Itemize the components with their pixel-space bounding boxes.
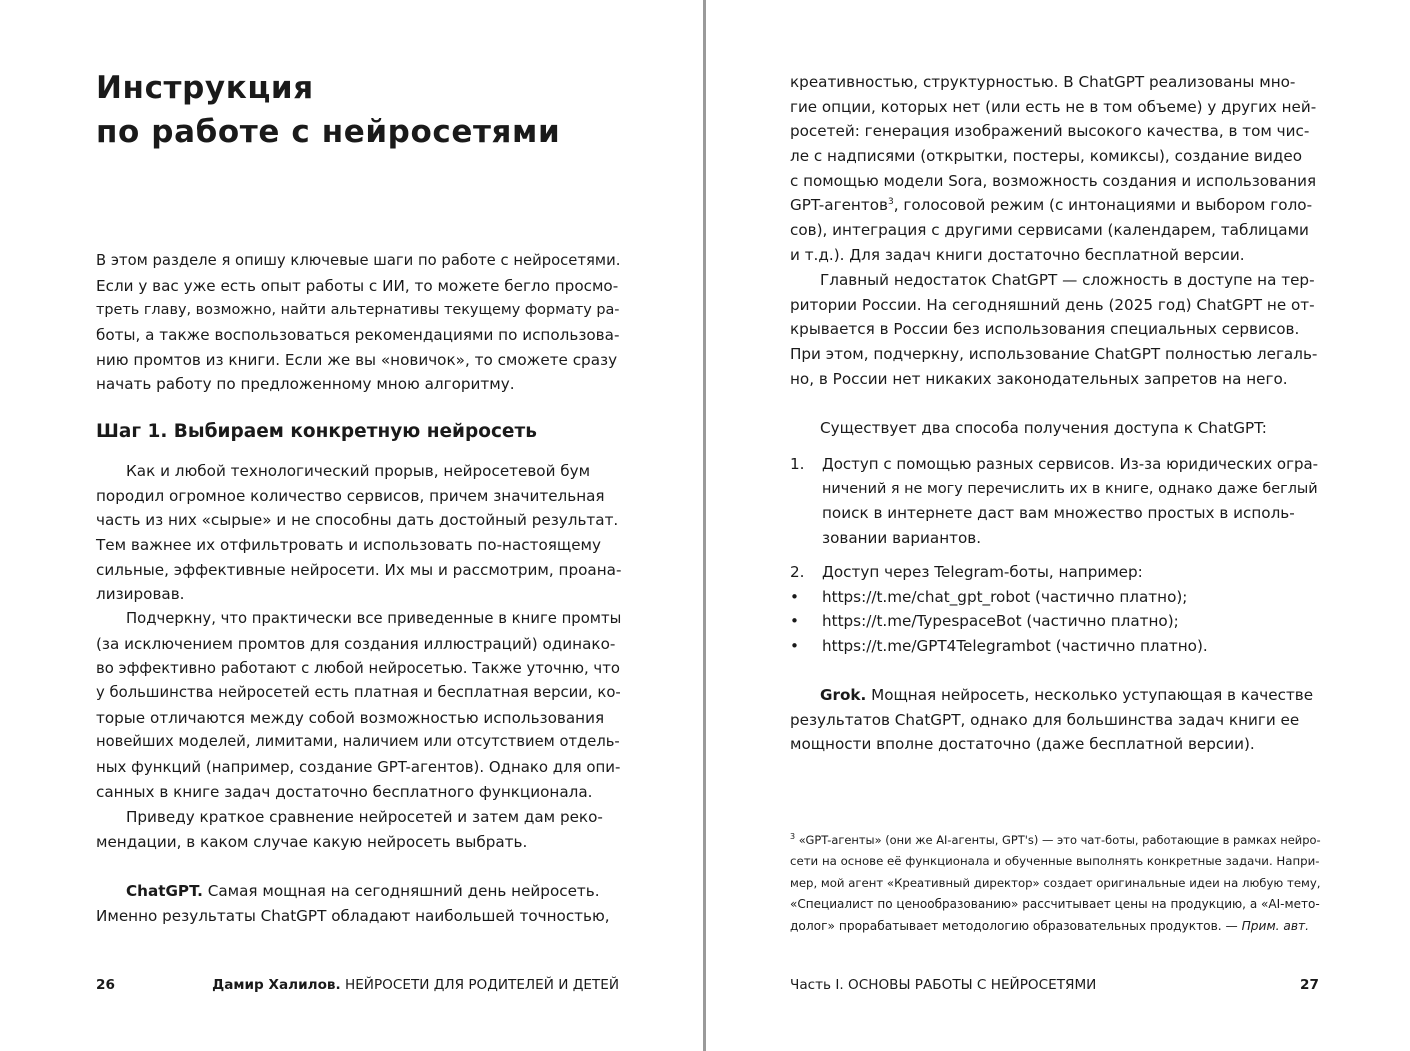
text-line: (за исключением промтов для создания иллюстраций) одинако- [96, 634, 616, 653]
footer-part: Часть I. [790, 977, 844, 993]
text-line: Главный недостаток ChatGPT — сложность в доступе на тер- [820, 271, 1315, 289]
left-page [0, 0, 703, 1051]
text-line: начать работу по предложенному мною алгоритму. [96, 375, 515, 394]
bot-link: https://t.me/GPT4Telegrambot (частично платно). [822, 637, 1208, 656]
text-line: мощности вполне достаточно (даже бесплатной версии). [790, 735, 1255, 754]
text-line: Подчеркну, что практически все приведенные в книге промты [126, 610, 622, 627]
paragraph-chatgpt [96, 879, 620, 928]
text-run: «GPT-агенты» (они же AI-агенты, GPT's) — это чат-боты, работающие в рамках нейро- [795, 833, 1321, 847]
text-line: В этом разделе я опишу ключевые шаги по работе с нейросетями. [96, 252, 621, 269]
text-line: «Специалист по ценообразованию» рассчитывает цены на продукцию, а «AI-мето- [790, 897, 1320, 912]
text-line [96, 879, 620, 904]
footer-part-title: ОСНОВЫ РАБОТЫ С НЕЙРОСЕТЯМИ [843, 977, 1097, 993]
footer-book-title: НЕЙРОСЕТИ ДЛЯ РОДИТЕЛЕЙ И ДЕТЕЙ [340, 977, 619, 993]
running-footer-left [212, 977, 619, 993]
section-heading: Шаг 1. Выбираем конкретную нейросеть [96, 421, 537, 442]
text-run: долог» прорабатывает методологию образовательных продуктов. — [790, 918, 1242, 933]
text-line: ных функций (например, создание GPT-агентов). Однако для опи- [96, 758, 621, 777]
text-run: GPT-агентов [790, 196, 888, 215]
paragraph-chatgpt-features [790, 70, 1316, 268]
text-line: новейших моделей, лимитами, наличием или отсутствием отдель- [96, 733, 620, 751]
bullet: • [790, 612, 799, 631]
text-line [790, 830, 1320, 851]
text-line: При этом, подчеркну, использование ChatGPT полностью легаль- [790, 345, 1318, 364]
text-line: результатов ChatGPT, однако для большинства задач книги ее [790, 710, 1300, 729]
text-line: ничений я не могу перечислить их в книге, однако даже беглый [822, 480, 1318, 497]
list-number: 1. [790, 455, 805, 473]
text-line: сильные, эффективные нейросети. Их мы и рассмотрим, проана- [96, 560, 622, 579]
text-line: сов), интеграция с другими сервисами (календарем, таблицами [790, 221, 1309, 240]
paragraph-grok [790, 683, 1316, 757]
text-line [790, 916, 1320, 937]
footnote [790, 830, 1320, 937]
text-line: гие опции, которых нет (или есть не в том объеме) у других ней- [790, 97, 1317, 116]
text-line [790, 193, 1316, 218]
footer-author: Дамир Халилов. [212, 977, 341, 993]
bullet: • [790, 637, 799, 656]
text-line: Если у вас уже есть опыт работы с ИИ, то можете бегло просмо- [96, 276, 619, 295]
text-line: нию промтов из книги. Если же вы «новичок», то сможете сразу [96, 350, 618, 369]
right-page [706, 0, 1410, 1051]
bot-link: https://t.me/chat_gpt_robot (частично платно); [822, 587, 1188, 606]
text-line: мер, мой агент «Креативный директор» создает оригинальные идеи на любую тему, [790, 875, 1321, 890]
text-line: у большинства нейросетей есть платная и бесплатная версии, ко- [96, 684, 621, 702]
page-number: 26 [96, 977, 115, 993]
text-line: сети на основе её функционала и обученные выполнять конкретные задачи. Напри- [790, 854, 1320, 869]
text-line: Приведу краткое сравнение нейросетей и затем дам реко- [126, 808, 603, 826]
text-run: Самая мощная на сегодняшний день нейросеть. [202, 882, 600, 900]
chapter-title-line: Инструкция [96, 70, 314, 106]
text-run: , голосовой режим (с интонациями и выбором голо- [893, 196, 1313, 215]
page-number: 27 [1300, 977, 1319, 993]
text-line: росетей: генерация изображений высокого качества, в том чис- [790, 122, 1310, 141]
text-line: Тем важнее их отфильтровать и использовать по-настоящему [96, 536, 601, 555]
text-line: зовании вариантов. [822, 529, 982, 548]
access-list-item-1 [790, 452, 1320, 552]
text-line: креативностью, структурностью. В ChatGPT реализованы мно- [790, 73, 1296, 91]
text-line: крывается в России без использования специальных сервисов. [790, 320, 1300, 339]
bot-link: https://t.me/TypespaceBot (частично платно); [822, 612, 1179, 631]
author-note: Прим. авт. [1241, 918, 1310, 933]
access-intro: Существует два способа получения доступа к ChatGPT: [820, 419, 1267, 437]
access-list-item-2 [790, 560, 1320, 660]
paragraph-chatgpt-access [790, 268, 1316, 391]
text-line: мендации, в каком случае какую нейросеть выбрать. [96, 832, 528, 851]
text-line: боты, а также воспользоваться рекомендациями по использова- [96, 326, 620, 345]
list-number: 2. [790, 563, 805, 581]
text-line: ритории России. На сегодняшний день (2025 год) ChatGPT не от- [790, 295, 1315, 314]
footnote-marker: 3 [790, 832, 796, 842]
text-line: с помощью модели Sora, возможность создания и использования [790, 171, 1317, 190]
text-line: санных в книге задач достаточно бесплатного функционала. [96, 782, 593, 801]
text-line: Именно результаты ChatGPT обладают наибольшей точностью, [96, 906, 610, 925]
text-line: Как и любой технологический прорыв, нейросетевой бум [126, 462, 591, 480]
text-line: поиск в интернете даст вам множество простых в исполь- [822, 504, 1295, 523]
text-line: лизировав. [96, 585, 185, 604]
paragraph-comparison [96, 805, 620, 854]
list-item-text [822, 452, 1318, 551]
text-line: часть из них «сырые» и не способны дать достойный результат. [96, 511, 619, 530]
text-line: породил огромное количество сервисов, причем значительная [96, 486, 605, 505]
chapter-title [96, 66, 656, 154]
text-line: треть главу, возможно, найти альтернативы текущему формату ра- [96, 302, 620, 319]
text-line: Доступ с помощью разных сервисов. Из-за юридических огра- [822, 455, 1319, 473]
running-footer-right [790, 977, 1096, 993]
text-line: торые отличаются между собой возможностью использования [96, 708, 605, 727]
list-item-text [822, 560, 1318, 585]
text-line: но, в России нет никаких законодательных запретов на него. [790, 369, 1288, 388]
text-line: во эффективно работают с любой нейросетью. Также уточню, что [96, 659, 620, 678]
chapter-title-line: по работе с нейросетями [96, 114, 561, 150]
intro-paragraph [96, 249, 620, 397]
text-line: Доступ через Telegram-боты, например: [822, 563, 1143, 581]
paragraph-ai-boom [96, 459, 620, 607]
chatgpt-term: ChatGPT. [126, 882, 203, 900]
footnote-reference: 3 [887, 197, 894, 208]
footer-page-number [96, 977, 115, 993]
footer-page-number [1300, 977, 1319, 993]
text-line [790, 683, 1316, 708]
bullet: • [790, 587, 799, 606]
text-run: Мощная нейросеть, несколько уступающая в качестве [866, 686, 1314, 704]
text-line: и т.д.). Для задач книги достаточно бесплатной версии. [790, 245, 1245, 264]
paragraph-prompts [96, 607, 620, 805]
grok-term: Grok. [820, 686, 867, 704]
text-line: ле с надписями (открытки, постеры, комиксы), создание видео [790, 147, 1303, 166]
